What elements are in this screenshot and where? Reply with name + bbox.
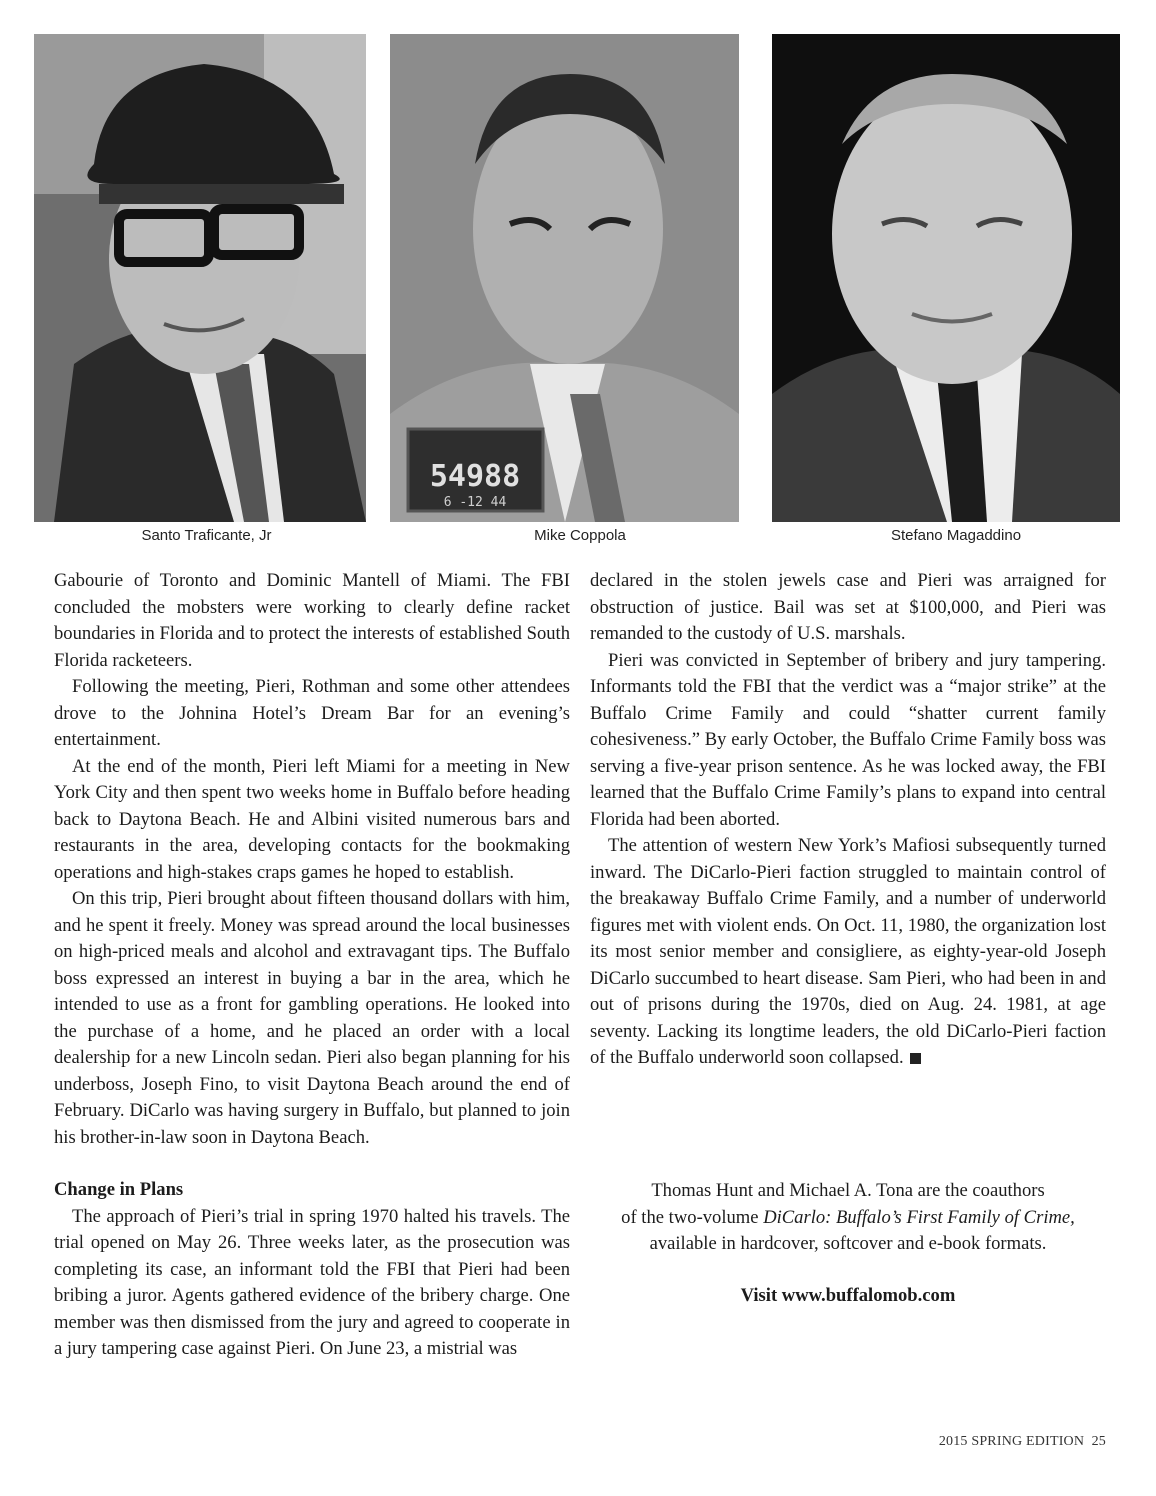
- website-link[interactable]: Visit www.buffalomob.com: [740, 1284, 956, 1306]
- mugshot-image: [390, 34, 739, 522]
- placard-date: 6 -12 44: [443, 495, 507, 510]
- body-paragraph: Following the meeting, Pieri, Rothman and some other attendees drove to the Johnina Hotel’s Dream Bar for an evening’s entertainment.: [54, 676, 570, 750]
- photo-stefano-magaddino: [772, 34, 1120, 522]
- body-paragraph: [590, 833, 1106, 1072]
- bio-line: Thomas Hunt and Michael A. Tona are the coauthors: [651, 1180, 1045, 1201]
- portrait-image: [34, 34, 366, 522]
- photo-caption: Santo Traficante, Jr: [141, 527, 272, 544]
- body-paragraph: Gabourie of Toronto and Dominic Mantell of Miami. The FBI concluded the mobsters were working to clearly define racket boundaries in Florida and to protect the interests of established South Florida racketeers.: [54, 570, 570, 671]
- photo-santo-traficante: [34, 34, 366, 522]
- portrait-image: [772, 34, 1120, 522]
- article-column-right: [590, 568, 1106, 1072]
- bio-line: available in hardcover, softcover and e-book formats.: [649, 1233, 1047, 1254]
- book-title: DiCarlo: Buffalo’s First Family of Crime,: [763, 1206, 1075, 1228]
- article-column-left: [54, 568, 570, 1363]
- bio-text: of the two-volume: [621, 1206, 764, 1228]
- bio-line: [590, 1205, 1106, 1232]
- closing-paragraph-text: The attention of western New York’s Mafiosi subsequently turned inward. The DiCarlo-Pieri faction struggled to maintain control of the breakaway Buffalo Crime Family, and a number of underworld figures met with violent ends. On Oct. 11, 1980, the organization lost its most senior member and consigliere, as eighty-year-old Joseph DiCarlo succumbed to heart disease. Sam Pieri, who had been in and out of prisons during the 1970s, died on Aug. 24. 1981, at age seventy. Lacking its longtime leaders, the old DiCarlo-Pieri faction of the Buffalo underworld soon collapsed.: [590, 835, 1106, 1068]
- page-footer: [939, 1434, 1106, 1450]
- body-paragraph: The approach of Pieri’s trial in spring 1970 halted his travels. The trial opened on May 26. Three weeks later, as the prosecution was completing its case, an informant told the FBI that Pieri had been bribing a juror. Agents gathered evidence of the bribery charge. One member was then dismissed from the jury and agreed to cooperate in a jury tampering case against Pieri. On June 23, a mistrial was: [54, 1205, 570, 1359]
- edition-label: 2015 SPRING EDITION: [938, 1434, 1085, 1449]
- end-of-article-mark: [910, 1053, 921, 1064]
- page-number: 25: [1091, 1434, 1106, 1449]
- photo-caption: Mike Coppola: [534, 527, 626, 544]
- section-subhead: Change in Plans: [54, 1179, 184, 1200]
- body-paragraph: On this trip, Pieri brought about fifteen thousand dollars with him, and he spent it freely. Money was spread around the local businesses on high-priced meals and alcohol and extravagant tips. The Buffalo boss expressed an interest in buying a bar in the area, which he intended to use as a front for gambling operations. He looked into the purchase of a home, and he placed an order with a local dealership for a new Lincoln sedan. Pieri also began planning for his underboss, Joseph Fino, to visit Daytona Beach around the end of February. DiCarlo was having surgery in Buffalo, but planned to join his brother-in-law soon in Daytona Beach.: [54, 888, 570, 1148]
- body-paragraph: At the end of the month, Pieri left Miami for a meeting in New York City and then spent two weeks home in Buffalo before heading back to Daytona Beach. He and Albini visited numerous bars and restaurants in the area, developing contacts for the bookmaking operations and high-stakes craps games he hoped to establish.: [54, 755, 570, 883]
- body-paragraph: Pieri was convicted in September of bribery and jury tampering. Informants told the FBI that the verdict was a “major strike” at the Buffalo Crime Family and could “shatter current family cohesiveness.” By early October, the Buffalo Crime Family boss was serving a five-year prison sentence. As he was locked away, the FBI learned that the Buffalo Crime Family’s plans to expand into central Florida had been aborted.: [590, 649, 1106, 830]
- photo-mike-coppola: [390, 34, 739, 522]
- placard-number: 54988: [429, 459, 521, 494]
- author-bio: [590, 1178, 1106, 1309]
- photo-caption: Stefano Magaddino: [890, 527, 1022, 544]
- body-paragraph: declared in the stolen jewels case and Pieri was arraigned for obstruction of justice. Bail was set at $100,000, and Pieri was remanded to the custody of U.S. marshals.: [590, 570, 1106, 644]
